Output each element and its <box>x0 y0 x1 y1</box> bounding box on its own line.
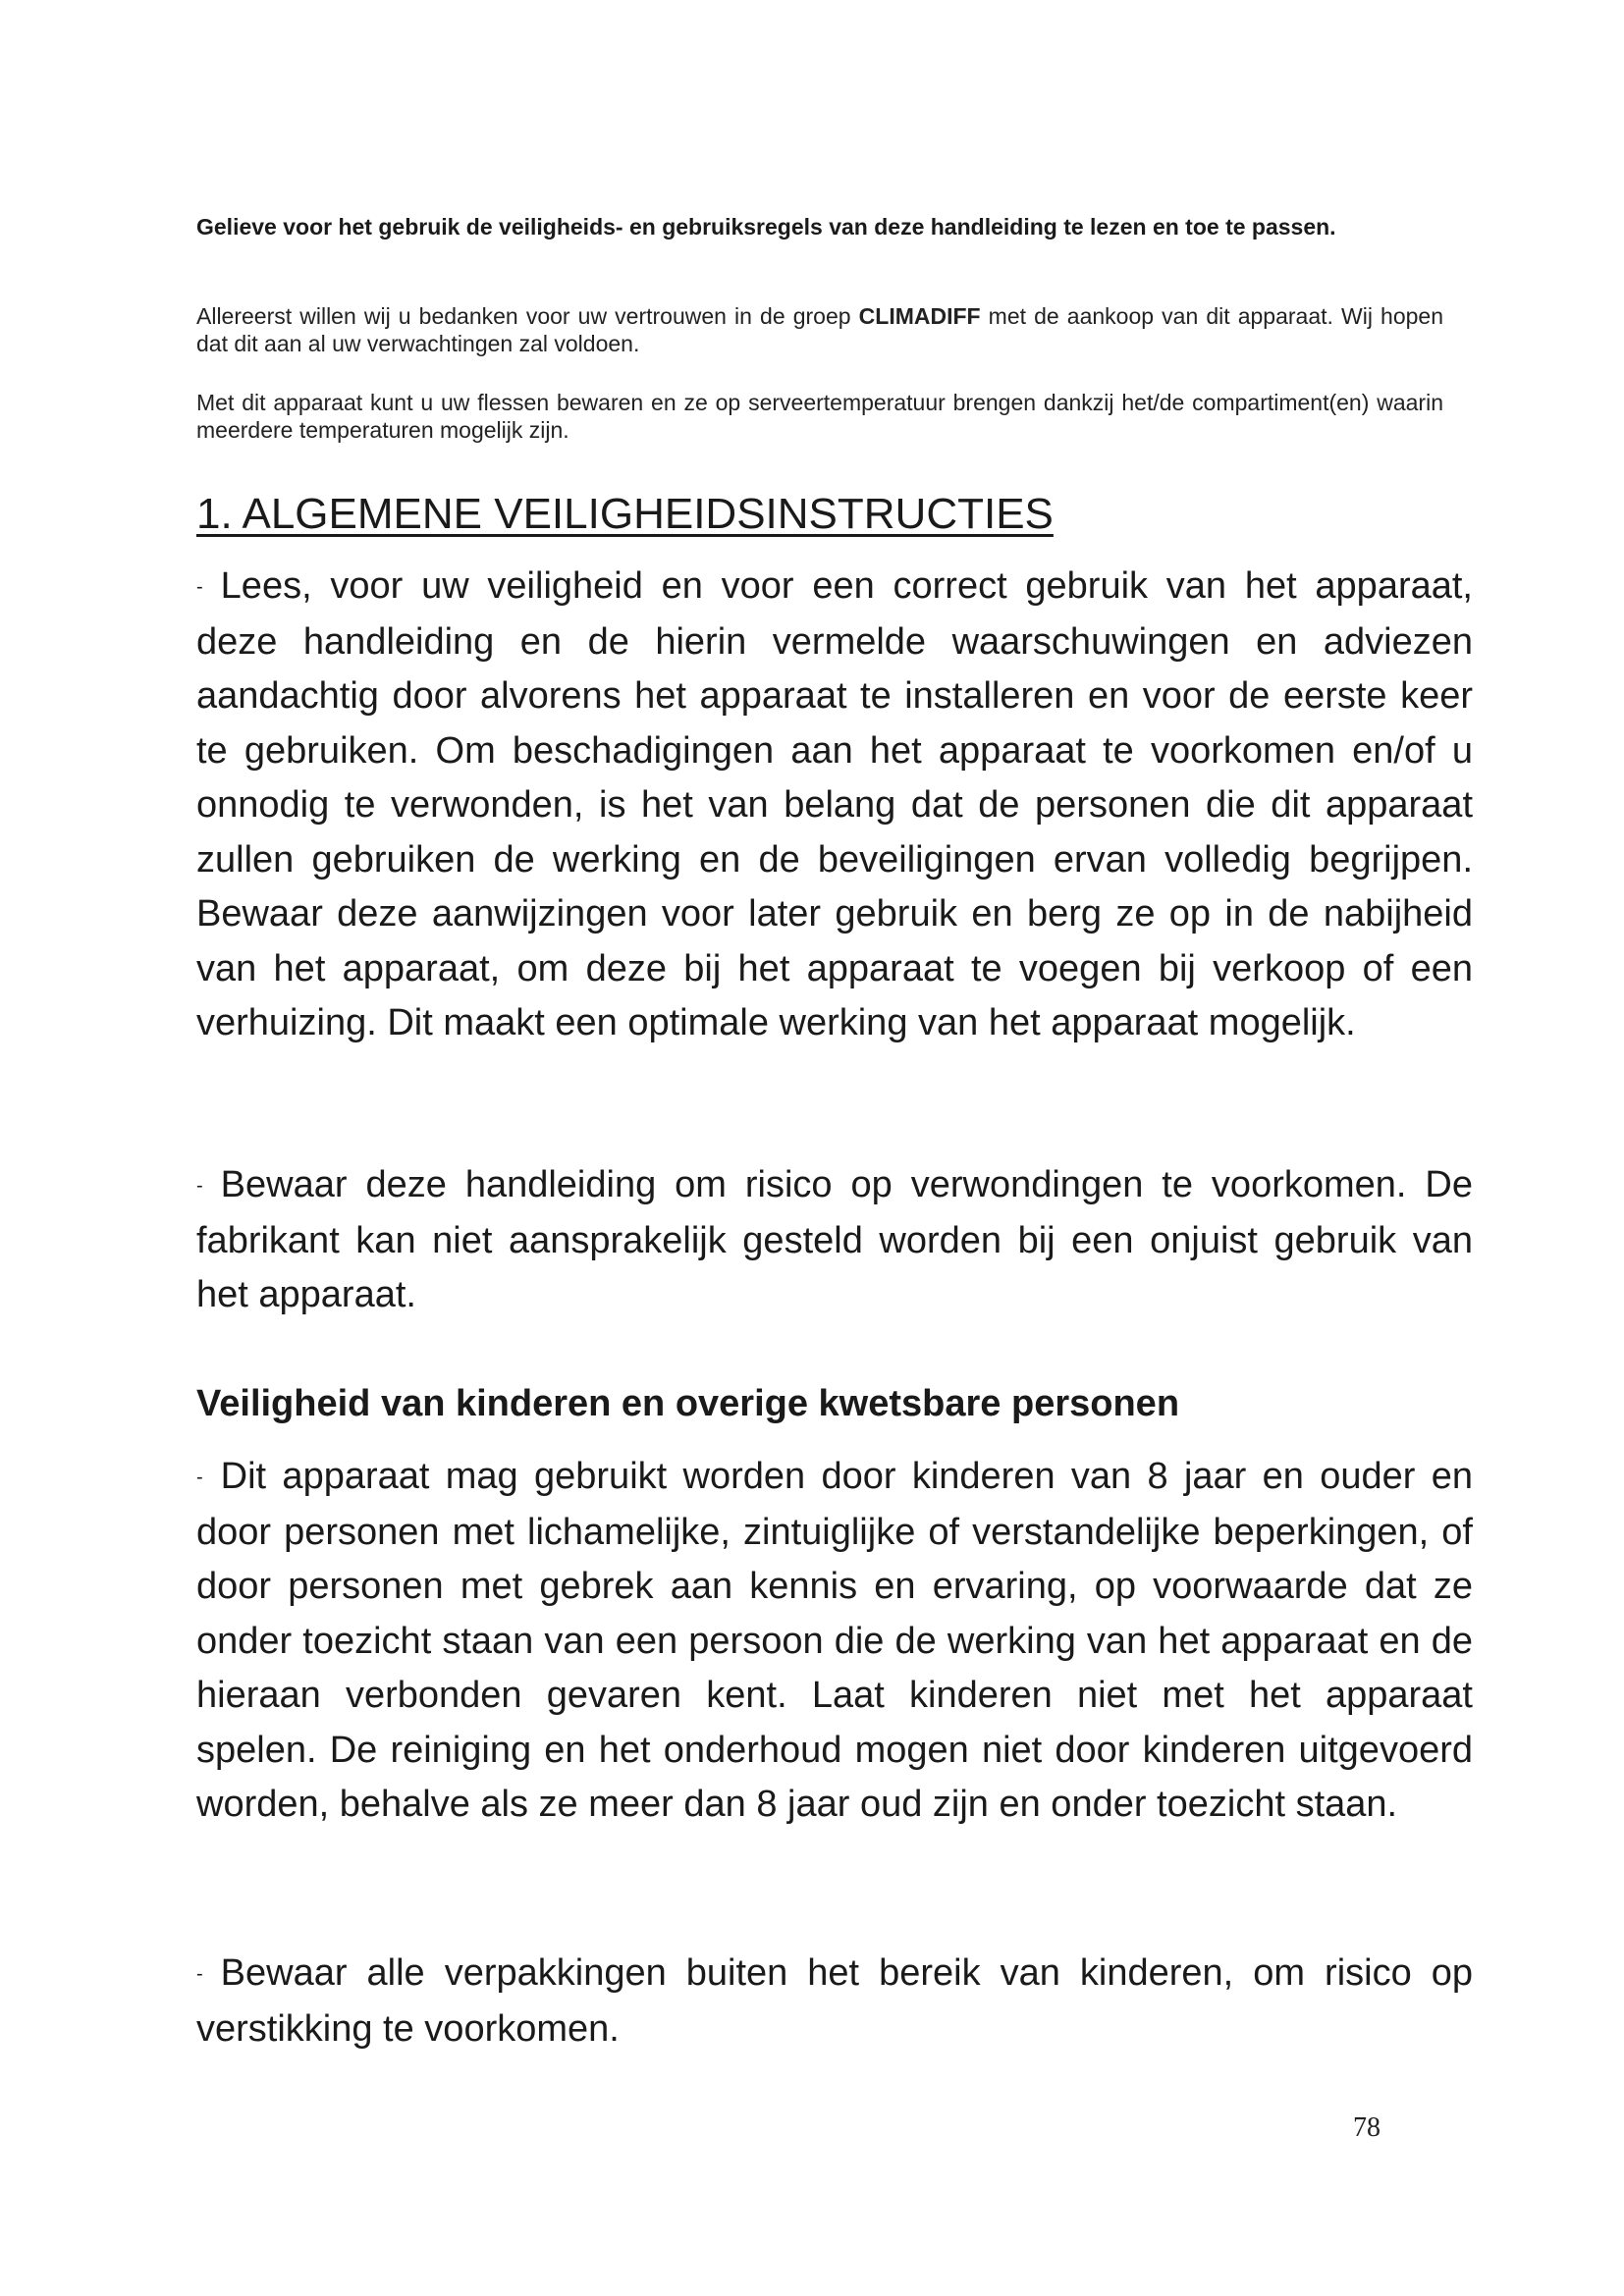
usage-notice: Gelieve voor het gebruik de veiligheids- en gebruiksregels van deze handleiding te lezen en toe te passen. <box>196 214 1336 240</box>
page-number: 78 <box>1353 2112 1380 2143</box>
safety-paragraph-1 <box>196 560 1473 1051</box>
bullet-dash: - <box>196 1963 203 1986</box>
bullet-dash: - <box>196 1175 203 1198</box>
safety-paragraph-2 <box>196 1158 1473 1323</box>
section-heading: 1. ALGEMENE VEILIGHEIDSINSTRUCTIES <box>196 490 1054 538</box>
safety-paragraph-1-text: Lees, voor uw veiligheid en voor een correct gebruik van het apparaat, deze handleiding en de hierin vermelde waarschuwingen en adviezen aandachtig door alvorens het apparaat te installeren en voor de eerste keer te gebruiken. Om beschadigingen aan het apparaat te voorkomen en/of u onnodig te verwonden, is het van belang dat de personen die dit apparaat zullen gebruiken de werking en de beveiligingen ervan volledig begrijpen. Bewaar deze aanwijzingen voor later gebruik en berg ze op in de nabijheid van het apparaat, om deze bij het apparaat te voegen bij verkoop of een verhuizing. Dit maakt een optimale werking van het apparaat mogelijk. <box>196 565 1473 1044</box>
children-paragraph-1 <box>196 1450 1473 1833</box>
brand-name: CLIMADIFF <box>858 303 981 329</box>
children-paragraph-2 <box>196 1947 1473 2056</box>
thanks-text-before: Allereerst willen wij u bedanken voor uw vertrouwen in de groep <box>196 303 859 329</box>
children-safety-heading: Veiligheid van kinderen en overige kwetsbare personen <box>196 1383 1180 1424</box>
thanks-text-after: met de aankoop van dit apparaat. Wij hopen dat dit aan al uw verwachtingen zal voldoen. <box>196 303 1443 356</box>
bullet-dash: - <box>196 576 203 599</box>
bullet-dash: - <box>196 1467 203 1489</box>
children-paragraph-1-text: Dit apparaat mag gebruikt worden door kinderen van 8 jaar en ouder en door personen met lichamelijke, zintuiglijke of verstandelijke beperkingen, of door personen met gebrek aan kennis en ervaring, op voorwaarde dat ze onder toezicht staan van een persoon die de werking van het apparaat en de hieraan verbonden gevaren kent. Laat kinderen niet met het apparaat spelen. De reiniging en het onderhoud mogen niet door kinderen uitgevoerd worden, behalve als ze meer dan 8 jaar oud zijn en onder toezicht staan. <box>196 1456 1473 1826</box>
safety-paragraph-2-text: Bewaar deze handleiding om risico op verwondingen te voorkomen. De fabrikant kan niet aansprakelijk gesteld worden bij een onjuist gebruik van het apparaat. <box>196 1164 1473 1316</box>
document-page <box>196 0 1473 2296</box>
description-paragraph: Met dit apparaat kunt u uw flessen bewaren en ze op serveertemperatuur brengen dankzij het/de compartiment(en) waarin meerdere temperaturen mogelijk zijn. <box>196 390 1443 443</box>
thanks-paragraph <box>196 302 1443 357</box>
children-paragraph-2-text: Bewaar alle verpakkingen buiten het bereik van kinderen, om risico op verstikking te voorkomen. <box>196 1952 1473 2050</box>
